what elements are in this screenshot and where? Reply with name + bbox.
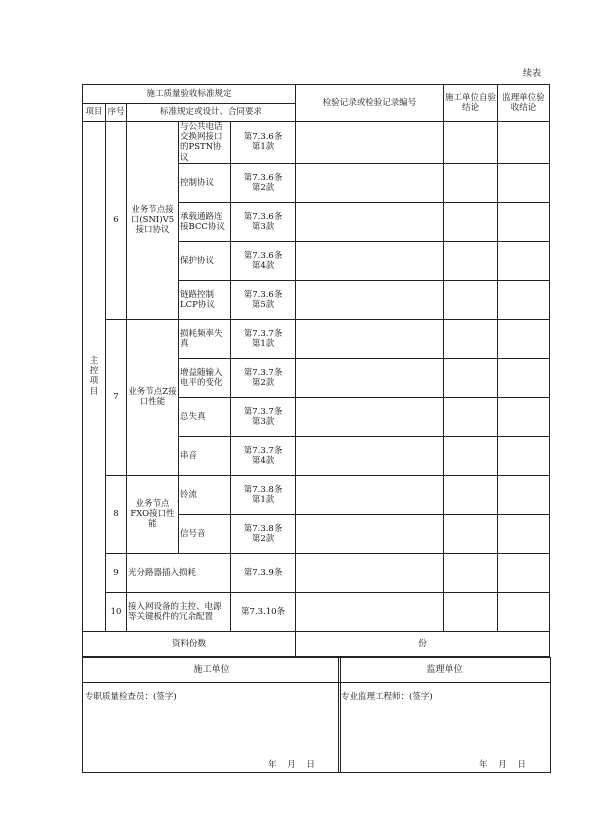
seq-cell: 7 [106,319,127,475]
clause-number: 第7.3.8条 [243,523,283,534]
seq-cell: 10 [106,592,127,631]
record-cell [296,163,444,202]
clause-number: 第7.3.8条 [243,484,283,495]
clause-cell [231,202,296,241]
supervision-date: 年 月 日 [479,760,526,770]
supervision-sign-box [338,657,551,773]
record-cell [296,280,444,319]
clause-number: 第7.3.6条 [243,250,283,261]
construction-unit-title: 施工单位 [83,658,340,683]
construct-result-cell [444,122,498,164]
clause-cell [231,122,296,164]
record-cell [296,358,444,397]
record-cell [296,475,444,514]
clause-cell [231,358,296,397]
continued-label: 续表 [523,69,542,79]
construction-date: 年 月 日 [268,760,315,770]
clause-paragraph: 第1款 [251,142,275,153]
clause-paragraph: 第3款 [251,221,275,232]
clause-paragraph: 第4款 [251,455,275,466]
supervise-result-cell [498,397,550,436]
construct-result-cell [444,241,498,280]
supervise-result-cell [498,163,550,202]
supervise-result-cell [498,280,550,319]
clause-cell [231,436,296,475]
construct-result-cell [444,280,498,319]
item-cell: 总失真 [179,397,231,436]
record-cell [296,241,444,280]
docs-count-row [83,631,550,656]
construct-result-cell [444,553,498,592]
supervise-result-cell [498,592,550,631]
category-cell: 主控项目 [83,122,106,632]
clause-cell [231,319,296,358]
clause-paragraph: 第2款 [251,533,275,544]
construct-result-cell [444,319,498,358]
item-cell: 与公共电话交换网接口的PSTN协议 [179,122,231,164]
table-row [83,122,550,164]
construct-result-cell [444,397,498,436]
clause-cell [231,241,296,280]
supervise-result-cell [498,122,550,164]
group-name-cell: 业务节点FXO接口性能 [127,475,179,553]
construct-result-cell [444,514,498,553]
item-cell: 铃流 [179,475,231,514]
std-header: 施工质量验收标准规定 [83,85,296,104]
record-cell [296,514,444,553]
supervise-result-cell [498,319,550,358]
seq-header: 序号 [106,104,127,122]
group-name-cell: 业务节点接口(SNI)V5接口协议 [127,122,179,320]
table-row [83,592,550,631]
clause-paragraph: 第4款 [251,260,275,271]
record-header: 检验记录或检验记录编号 [296,85,444,122]
clause-paragraph: 第1款 [251,338,275,349]
supervise-result-cell [498,436,550,475]
clause-paragraph: 第2款 [251,377,275,388]
clause-paragraph: 第3款 [251,416,275,427]
seq-cell: 6 [106,122,127,320]
item-cell: 串音 [179,436,231,475]
construct-result-cell [444,358,498,397]
req-header: 标准规定或设计、合同要求 [127,104,296,122]
clause-cell [231,514,296,553]
construction-sign-box [82,657,341,773]
supervising-engineer-label: 专业监理工程师：(签字) [341,692,433,702]
clause-paragraph: 第2款 [251,182,275,193]
supervision-unit-title: 监理单位 [339,658,550,683]
supervise-result-cell [498,553,550,592]
item-cell: 保护协议 [179,241,231,280]
item-cell: 信号音 [179,514,231,553]
record-cell [296,319,444,358]
qc-inspector-label: 专职质量检查员：(签字) [85,692,177,702]
supervise-header: 监理单位验收结论 [498,85,550,122]
construct-result-cell [444,202,498,241]
construct-result-cell [444,475,498,514]
supervise-result-cell [498,202,550,241]
single-item-cell: 光分路器插入损耗 [127,553,231,592]
table-row [83,475,550,514]
clause-cell [231,397,296,436]
single-item-cell: 接入网设备的主控、电源等关键板件的冗余配置 [127,592,231,631]
record-cell [296,592,444,631]
record-cell [296,397,444,436]
docs-count-label: 资料份数 [83,631,296,656]
clause-cell: 第7.3.9条 [231,553,296,592]
clause-cell [231,280,296,319]
clause-paragraph: 第5款 [251,299,275,310]
clause-number: 第7.3.6条 [243,172,283,183]
table-row [83,319,550,358]
clause-number: 第7.3.6条 [243,211,283,222]
clause-cell [231,475,296,514]
seq-cell: 9 [106,553,127,592]
record-cell [296,202,444,241]
clause-paragraph: 第1款 [251,494,275,505]
table-row [83,553,550,592]
acceptance-table [82,84,550,657]
item-cell: 增益随输入电平的变化 [179,358,231,397]
supervise-result-cell [498,358,550,397]
construct-result-cell [444,592,498,631]
construct-header: 施工单位自验结论 [444,85,498,122]
clause-cell [231,163,296,202]
docs-count-unit: 份 [296,631,550,656]
clause-number: 第7.3.7条 [243,328,283,339]
supervise-result-cell [498,475,550,514]
clause-cell: 第7.3.10条 [231,592,296,631]
item-cell: 链路控制LCP协议 [179,280,231,319]
supervise-result-cell [498,241,550,280]
clause-number: 第7.3.6条 [243,289,283,300]
clause-number: 第7.3.7条 [243,406,283,417]
item-header: 项目 [83,104,106,122]
construct-result-cell [444,163,498,202]
clause-number: 第7.3.7条 [243,367,283,378]
record-cell [296,553,444,592]
record-cell [296,436,444,475]
supervise-result-cell [498,514,550,553]
clause-number: 第7.3.6条 [243,132,283,143]
construct-result-cell [444,436,498,475]
clause-number: 第7.3.7条 [243,445,283,456]
group-name-cell: 业务节点Z接口性能 [127,319,179,475]
seq-cell: 8 [106,475,127,553]
item-cell: 损耗频率失真 [179,319,231,358]
item-cell: 承载通路连接BCC协议 [179,202,231,241]
record-cell [296,122,444,164]
item-cell: 控制协议 [179,163,231,202]
